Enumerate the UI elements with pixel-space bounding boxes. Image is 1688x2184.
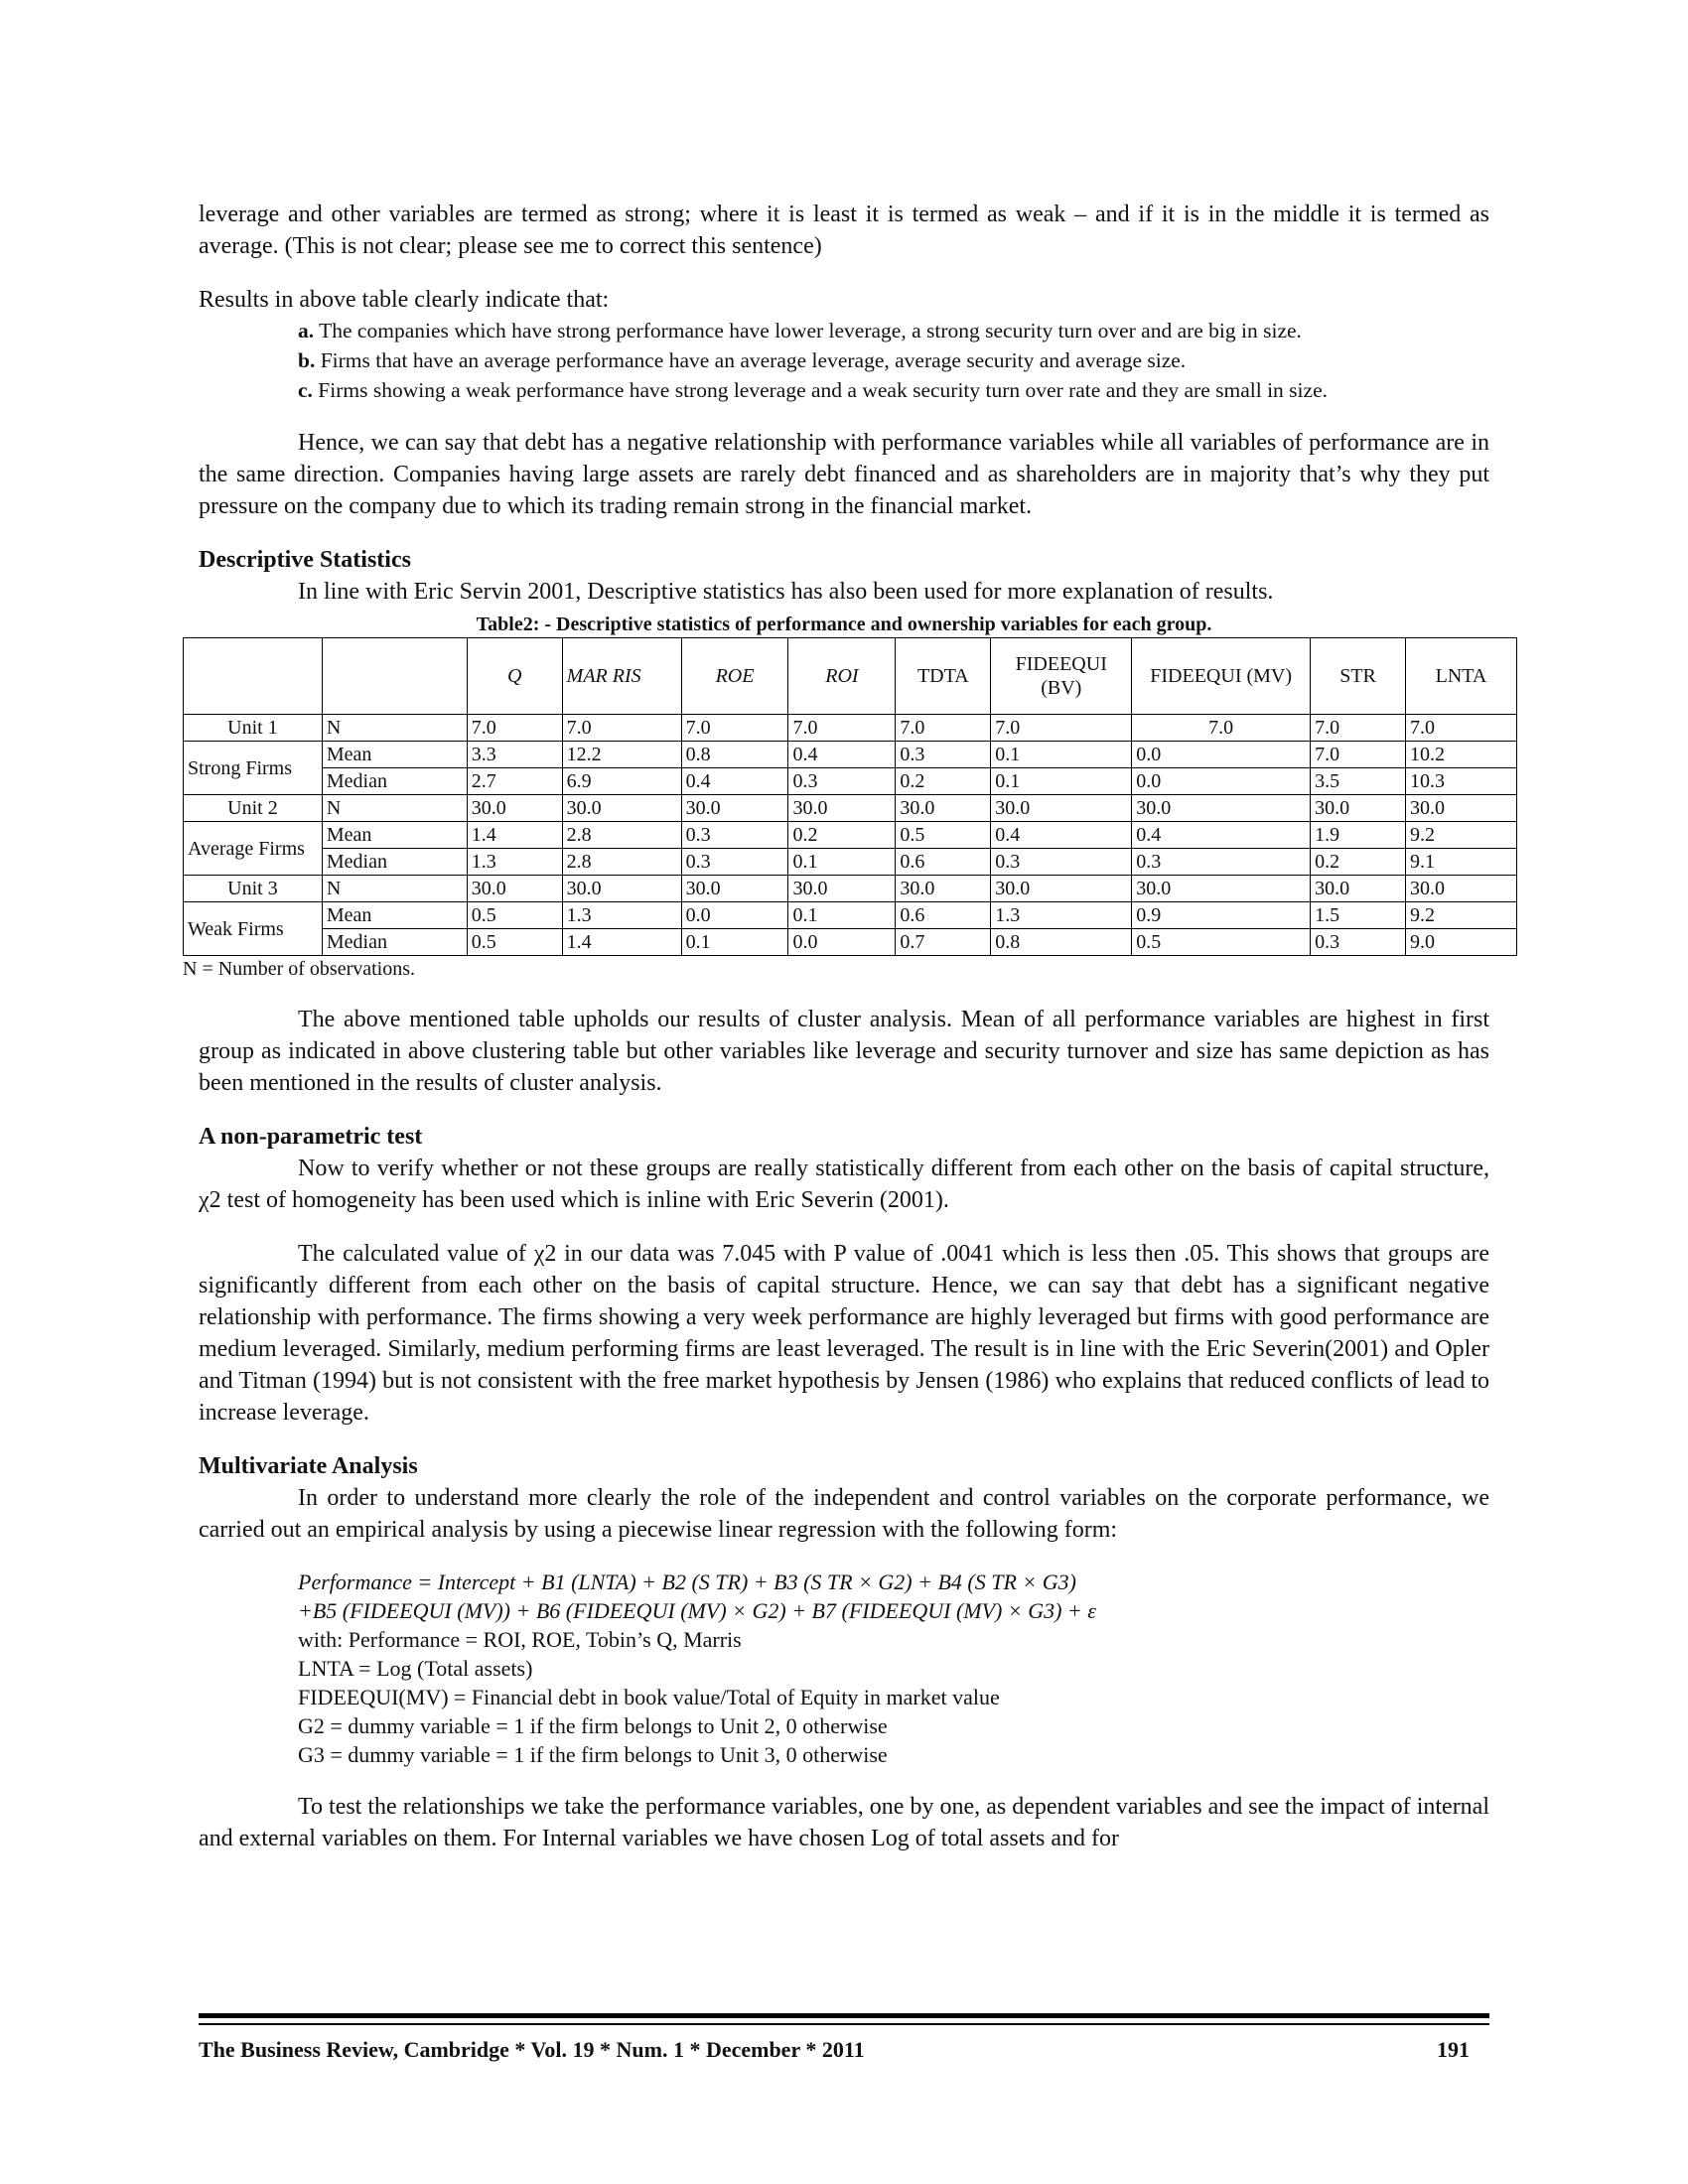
value-cell: 30.0 <box>991 876 1132 902</box>
formula-line: G2 = dummy variable = 1 if the firm belongs to Unit 2, 0 otherwise <box>298 1713 888 1738</box>
value-cell: 3.5 <box>1311 768 1406 795</box>
formula-line: LNTA = Log (Total assets) <box>298 1656 533 1681</box>
group-label-cell: Weak Firms <box>184 902 323 956</box>
value-cell: 1.3 <box>991 902 1132 929</box>
value-cell: 0.3 <box>991 849 1132 876</box>
value-cell: 30.0 <box>681 876 788 902</box>
list-item <box>298 375 1489 405</box>
stat-cell: Mean <box>322 742 467 768</box>
value-cell: 30.0 <box>788 876 896 902</box>
header-q: Q <box>467 638 562 715</box>
value-cell: 30.0 <box>788 795 896 822</box>
page-number: 191 <box>1437 2037 1470 2062</box>
value-cell: 30.0 <box>1311 795 1406 822</box>
header-fideequi-mv: FIDEEQUI (MV) <box>1132 638 1311 715</box>
list-marker: a. <box>298 319 315 342</box>
value-cell: 0.3 <box>788 768 896 795</box>
list-marker: c. <box>298 378 313 402</box>
value-cell: 0.8 <box>681 742 788 768</box>
value-cell: 9.2 <box>1406 822 1517 849</box>
value-cell: 0.4 <box>788 742 896 768</box>
list-text: The companies which have strong performance have lower leverage, a strong security turn over and are big in size. <box>319 319 1302 342</box>
value-cell: 1.4 <box>467 822 562 849</box>
header-marris: MAR RIS <box>562 638 681 715</box>
table-row <box>184 742 1517 768</box>
value-cell: 30.0 <box>991 795 1132 822</box>
value-cell: 0.5 <box>896 822 991 849</box>
value-cell: 6.9 <box>562 768 681 795</box>
value-cell: 30.0 <box>896 795 991 822</box>
value-cell: 3.3 <box>467 742 562 768</box>
table-row <box>184 822 1517 849</box>
multivariate-heading: Multivariate Analysis <box>199 1453 418 1479</box>
value-cell: 7.0 <box>467 715 562 742</box>
above-paragraph: The above mentioned table upholds our results of cluster analysis. Mean of all performance variables are highest in first group as indicated in above clustering table but other variables like leverage and security turnover and size has same depiction as has been mentioned in the results of cluster analysis. <box>199 1007 1489 1096</box>
value-cell: 0.6 <box>896 849 991 876</box>
stat-cell: Median <box>322 768 467 795</box>
value-cell: 0.4 <box>681 768 788 795</box>
value-cell: 7.0 <box>681 715 788 742</box>
value-cell: 0.5 <box>1132 929 1311 956</box>
stat-cell: N <box>322 795 467 822</box>
value-cell: 1.5 <box>1311 902 1406 929</box>
value-cell: 0.2 <box>1311 849 1406 876</box>
paper-page <box>183 199 1489 1854</box>
value-cell: 9.1 <box>1406 849 1517 876</box>
value-cell: 7.0 <box>1311 715 1406 742</box>
nonparametric-paragraph-2: The calculated value of χ2 in our data was 7.045 with P value of .0041 which is less then .05. This shows that groups are significantly different from each other on the basis of capital structure. Hence, we can say that debt has a significant negative relationship with performance. The firms showing a very week performance are highly leveraged but firms with good performance are medium leveraged. Similarly, medium performing firms are least leveraged. The result is in line with the Eric Severin(2001) and Opler and Titman (1994) but is not consistent with the free market hypothesis by Jensen (1986) who explains that reduced conflicts of lead to increase leverage. <box>199 1241 1489 1426</box>
stat-cell: N <box>322 876 467 902</box>
value-cell: 0.3 <box>681 849 788 876</box>
value-cell: 0.3 <box>681 822 788 849</box>
nonparametric-paragraph-1: Now to verify whether or not these groups are really statistically different from each other on the basis of capital structure, χ2 test of homogeneity has been used which is inline with Eric Severin (2001). <box>199 1156 1489 1213</box>
value-cell: 0.9 <box>1132 902 1311 929</box>
table-caption: Table2: - Descriptive statistics of performance and ownership variables for each group. <box>476 614 1212 635</box>
value-cell: 7.0 <box>896 715 991 742</box>
value-cell: 30.0 <box>1311 876 1406 902</box>
value-cell: 2.8 <box>562 822 681 849</box>
group-label-cell: Strong Firms <box>184 742 323 795</box>
value-cell: 0.5 <box>467 902 562 929</box>
value-cell: 0.0 <box>1132 742 1311 768</box>
value-cell: 30.0 <box>1406 876 1517 902</box>
header-tdta: TDTA <box>896 638 991 715</box>
value-cell: 0.0 <box>788 929 896 956</box>
table-row <box>184 795 1517 822</box>
value-cell: 0.0 <box>1132 768 1311 795</box>
descriptive-statistics-heading: Descriptive Statistics <box>199 547 411 573</box>
unit-cell: Unit 2 <box>184 795 323 822</box>
footer-rule <box>199 2023 1489 2025</box>
stat-cell: N <box>322 715 467 742</box>
table-header-row <box>184 638 1517 715</box>
stat-cell: Median <box>322 849 467 876</box>
formula-line: +B5 (FIDEEQUI (MV)) + B6 (FIDEEQUI (MV) × G2) + B7 (FIDEEQUI (MV) × G3) + ε <box>298 1598 1096 1623</box>
value-cell: 7.0 <box>1406 715 1517 742</box>
page-footer <box>199 2037 1470 2063</box>
value-cell: 0.1 <box>788 849 896 876</box>
value-cell: 0.0 <box>681 902 788 929</box>
value-cell: 7.0 <box>1132 715 1311 742</box>
value-cell: 7.0 <box>562 715 681 742</box>
value-cell: 12.2 <box>562 742 681 768</box>
descriptive-paragraph: In line with Eric Servin 2001, Descriptive statistics has also been used for more explanation of results. <box>298 579 1274 605</box>
formula-line: FIDEEQUI(MV) = Financial debt in book value/Total of Equity in market value <box>298 1685 1000 1709</box>
value-cell: 0.8 <box>991 929 1132 956</box>
header-empty-unit <box>184 638 323 715</box>
value-cell: 0.1 <box>991 742 1132 768</box>
value-cell: 9.2 <box>1406 902 1517 929</box>
table-row <box>184 902 1517 929</box>
value-cell: 10.2 <box>1406 742 1517 768</box>
value-cell: 0.2 <box>788 822 896 849</box>
value-cell: 0.7 <box>896 929 991 956</box>
header-fideequi-bv: FIDEEQUI (BV) <box>991 638 1132 715</box>
results-lead: Results in above table clearly indicate that: <box>199 287 610 313</box>
list-item <box>298 345 1489 375</box>
list-text: Firms showing a weak performance have strong leverage and a weak security turn over rate and they are small in size. <box>318 378 1328 402</box>
formula-line: Performance = Intercept + B1 (LNTA) + B2 (S TR) + B3 (S TR × G2) + B4 (S TR × G3) <box>298 1570 1076 1594</box>
group-label-cell: Average Firms <box>184 822 323 876</box>
stat-cell: Mean <box>322 822 467 849</box>
header-lnta: LNTA <box>1406 638 1517 715</box>
unit-cell: Unit 1 <box>184 715 323 742</box>
value-cell: 30.0 <box>681 795 788 822</box>
value-cell: 0.1 <box>788 902 896 929</box>
descriptive-stats-table <box>183 637 1517 956</box>
value-cell: 30.0 <box>896 876 991 902</box>
journal-citation: The Business Review, Cambridge * Vol. 19 * Num. 1 * December * 2011 <box>199 2037 865 2062</box>
list-marker: b. <box>298 348 316 372</box>
value-cell: 0.2 <box>896 768 991 795</box>
value-cell: 30.0 <box>467 795 562 822</box>
unit-cell: Unit 3 <box>184 876 323 902</box>
table-body <box>184 715 1517 956</box>
value-cell: 30.0 <box>1132 795 1311 822</box>
formula-line: G3 = dummy variable = 1 if the firm belongs to Unit 3, 0 otherwise <box>298 1742 888 1767</box>
value-cell: 0.4 <box>991 822 1132 849</box>
value-cell: 7.0 <box>788 715 896 742</box>
value-cell: 0.4 <box>1132 822 1311 849</box>
stat-cell: Median <box>322 929 467 956</box>
value-cell: 30.0 <box>562 876 681 902</box>
list-item <box>298 316 1489 345</box>
value-cell: 0.1 <box>991 768 1132 795</box>
hence-paragraph: Hence, we can say that debt has a negative relationship with performance variables while all variables of performance are in the same direction. Companies having large assets are rarely debt financed and as shareholders are in majority that’s why they put pressure on the company due to which its trading remain strong in the financial market. <box>199 430 1489 519</box>
value-cell: 30.0 <box>1132 876 1311 902</box>
value-cell: 30.0 <box>562 795 681 822</box>
value-cell: 2.8 <box>562 849 681 876</box>
table-row <box>184 768 1517 795</box>
header-str: STR <box>1311 638 1406 715</box>
value-cell: 7.0 <box>1311 742 1406 768</box>
value-cell: 1.4 <box>562 929 681 956</box>
table-row <box>184 929 1517 956</box>
formula-line: with: Performance = ROI, ROE, Tobin’s Q, Marris <box>298 1627 742 1652</box>
results-list <box>199 316 1489 405</box>
value-cell: 0.3 <box>1311 929 1406 956</box>
footer-rule <box>199 2013 1489 2018</box>
header-roe: ROE <box>681 638 788 715</box>
value-cell: 30.0 <box>467 876 562 902</box>
intro-paragraph: leverage and other variables are termed as strong; where it is least it is termed as weak – and if it is in the middle it is termed as average. (This is not clear; please see me to correct this sentence) <box>199 202 1489 259</box>
value-cell: 0.1 <box>681 929 788 956</box>
table-row <box>184 715 1517 742</box>
value-cell: 1.9 <box>1311 822 1406 849</box>
stat-cell: Mean <box>322 902 467 929</box>
value-cell: 10.3 <box>1406 768 1517 795</box>
multivariate-paragraph: In order to understand more clearly the role of the independent and control variables on the corporate performance, we carried out an empirical analysis by using a piecewise linear regression with the following form: <box>199 1485 1489 1543</box>
header-empty-stat <box>322 638 467 715</box>
value-cell: 1.3 <box>562 902 681 929</box>
value-cell: 0.6 <box>896 902 991 929</box>
value-cell: 0.3 <box>896 742 991 768</box>
value-cell: 9.0 <box>1406 929 1517 956</box>
header-roi: ROI <box>788 638 896 715</box>
table-note: N = Number of observations. <box>183 958 416 980</box>
test-paragraph: To test the relationships we take the performance variables, one by one, as dependent variables and see the impact of internal and external variables on them. For Internal variables we have chosen Log of total assets and for <box>199 1794 1489 1851</box>
value-cell: 1.3 <box>467 849 562 876</box>
value-cell: 0.5 <box>467 929 562 956</box>
table-row <box>184 876 1517 902</box>
list-text: Firms that have an average performance have an average leverage, average security and average size. <box>320 348 1187 372</box>
value-cell: 2.7 <box>467 768 562 795</box>
value-cell: 7.0 <box>991 715 1132 742</box>
regression-formula <box>199 1568 1489 1769</box>
value-cell: 30.0 <box>1406 795 1517 822</box>
nonparametric-heading: A non-parametric test <box>199 1124 423 1150</box>
value-cell: 0.3 <box>1132 849 1311 876</box>
table-row <box>184 849 1517 876</box>
